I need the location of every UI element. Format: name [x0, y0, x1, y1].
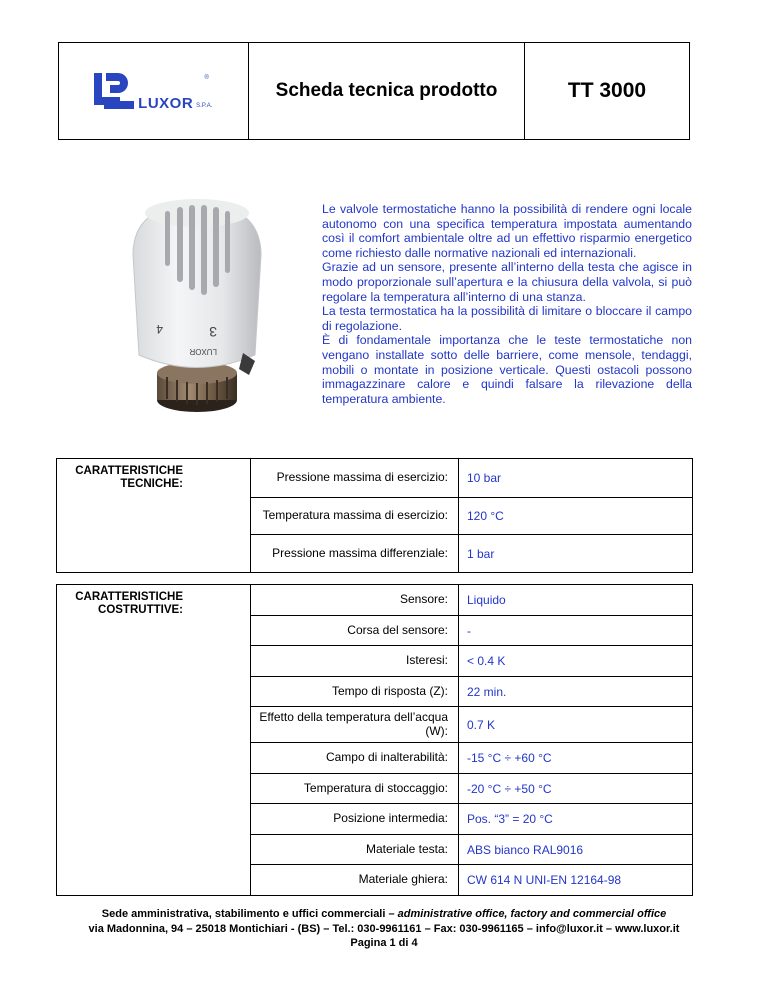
- document-title: Scheda tecnica prodotto: [249, 43, 525, 139]
- spec-value: 22 min.: [467, 684, 507, 699]
- spec-value: Pos. “3” = 20 °C: [467, 812, 553, 826]
- spec-value: -15 °C ÷ +60 °C: [467, 751, 552, 765]
- description-paragraph: Le valvole termostatiche hanno la possibilità di rendere ogni locale autonomo con una specifica temperatura impostata aumentando così il comfort ambientale oltre ad un effettivo risparmio energetico come richiesto dalle normative nazionali ed internazionali.: [322, 202, 692, 260]
- spec-label: Materiale ghiera:: [250, 865, 459, 895]
- luxor-logo: [90, 71, 217, 111]
- spec-row: [250, 774, 692, 804]
- spec-value: ABS bianco RAL9016: [467, 842, 584, 857]
- construction-specs-title: CARATTERISTICHE COSTRUTTIVE:: [75, 591, 183, 616]
- footer-address: via Madonnina, 94 – 25018 Montichiari - (BS) – Tel.: 030-9961161 – Fax: 030-9961165 – info@luxor.it – www.luxor.it: [88, 922, 680, 935]
- product-description: [322, 202, 692, 406]
- description-paragraph: È di fondamentale importanza che le teste termostatiche non vengano installate sotto delle barriere, come mensole, tendaggi, mobili o montate in posizione verticale. Questi ostacoli possono immagazzinare calore e quindi falsare la rilevazione della temperatura ambiente.: [322, 333, 692, 406]
- dial-mark-brand: LUXOR: [189, 347, 217, 356]
- spec-row: [250, 743, 692, 774]
- spec-value: Liquido: [467, 593, 506, 607]
- spec-value: -: [467, 623, 471, 638]
- spec-label: Effetto della temperatura dell’acqua (W):: [250, 707, 459, 742]
- spec-label: Temperatura massima di esercizio:: [250, 498, 459, 534]
- spec-value: 120 °C: [467, 509, 504, 523]
- technical-specs-table: [56, 458, 693, 573]
- description-paragraph: Grazie ad un sensore, presente all’interno della testa che agisce in modo proporzionale sull’apertura e la chiusura della valvola, si può regolare la temperatura all’interno di una stanza.: [322, 260, 692, 304]
- logo-cell: [59, 43, 249, 139]
- spec-label: Temperatura di stoccaggio:: [250, 774, 459, 803]
- footer-line-1: Sede amministrativa, stabilimento e uffici commerciali – administrative office, factory and commercial office: [101, 908, 667, 920]
- spec-label: Corsa del sensore:: [250, 616, 459, 645]
- dial-mark-4: 4: [156, 322, 163, 336]
- document-footer: [0, 907, 768, 951]
- spec-row: [250, 535, 692, 572]
- spec-value: 10 bar: [467, 471, 502, 485]
- logo-wordmark: LUXOR: [138, 95, 194, 112]
- spec-label: Posizione intermedia:: [250, 804, 459, 834]
- logo-registered-mark: ®: [204, 75, 209, 81]
- product-code: TT 3000: [567, 79, 647, 102]
- spec-value: < 0.4 K: [467, 654, 506, 668]
- spec-value: CW 614 N UNI-EN 12164-98: [467, 873, 622, 887]
- spec-value: 0.7 K: [467, 717, 496, 732]
- spec-row: [250, 677, 692, 707]
- spec-label: Materiale testa:: [250, 835, 459, 864]
- construction-specs-table: [56, 584, 693, 896]
- spec-row: [250, 616, 692, 646]
- spec-value: 1 bar: [467, 546, 495, 561]
- product-image-thermostatic-head: [115, 185, 280, 420]
- spec-row: [250, 835, 692, 865]
- logo-suffix: S.P.A.: [196, 103, 213, 109]
- spec-row: [250, 646, 692, 677]
- spec-row: [250, 865, 692, 895]
- spec-row: [250, 459, 692, 498]
- luxor-logo-mark-icon: [90, 71, 136, 111]
- spec-label: Pressione massima di esercizio:: [250, 459, 459, 497]
- spec-label: Isteresi:: [250, 646, 459, 676]
- spec-row: [250, 585, 692, 616]
- spec-row: [250, 804, 692, 835]
- technical-specs-title: CARATTERISTICHE TECNICHE:: [75, 465, 183, 490]
- page-number: Pagina 1 di 4: [350, 937, 418, 949]
- description-paragraph: La testa termostatica ha la possibilità di limitare o bloccare il campo di regolazione.: [322, 304, 692, 333]
- spec-label: Campo di inalterabilità:: [250, 743, 459, 773]
- spec-value: -20 °C ÷ +50 °C: [467, 781, 552, 796]
- spec-label: Sensore:: [250, 585, 459, 615]
- spec-label: Tempo di risposta (Z):: [250, 677, 459, 706]
- spec-label: Pressione massima differenziale:: [250, 535, 459, 572]
- document-header: [58, 42, 690, 140]
- spec-row: [250, 707, 692, 743]
- dial-mark-3: 3: [209, 324, 217, 340]
- spec-row: [250, 498, 692, 535]
